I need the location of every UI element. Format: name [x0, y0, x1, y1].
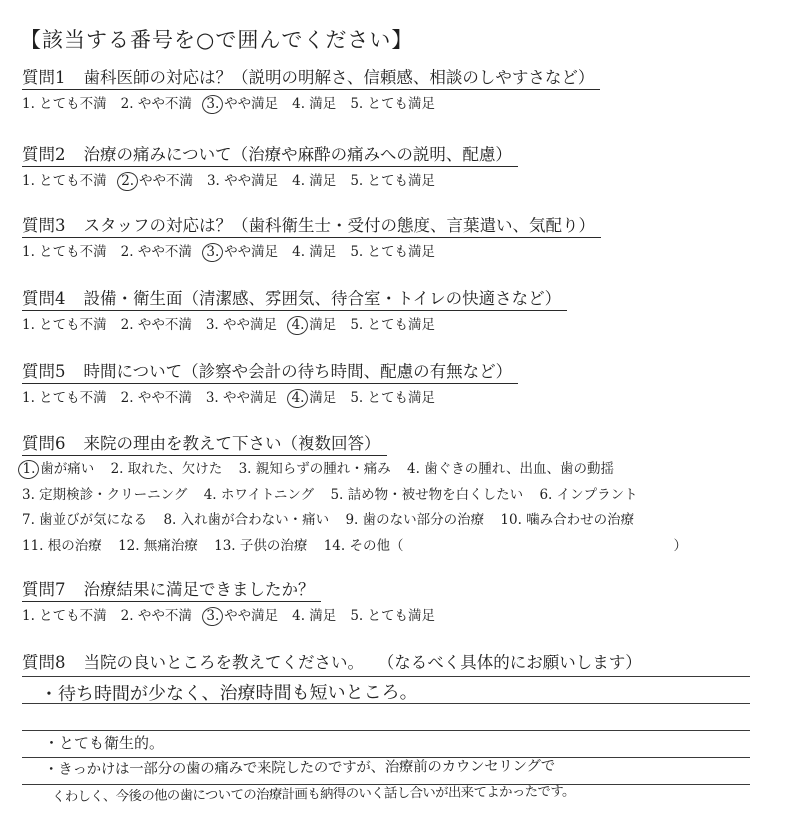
- rating-option-1[interactable]: 1. とても不満: [22, 317, 107, 333]
- rating-option-1[interactable]: 1. とても不満: [22, 390, 107, 406]
- question-8: [22, 652, 792, 674]
- question-heading: [22, 652, 792, 674]
- rating-option-4[interactable]: 4. 満足: [292, 96, 337, 112]
- rating-option-4[interactable]: [291, 386, 336, 410]
- rating-option-1[interactable]: 1. とても不満: [22, 244, 107, 260]
- question-text: 治療の痛みについて（治療や麻酔の痛みへの説明、配慮）: [83, 145, 512, 164]
- question-number: 質問2: [22, 145, 66, 164]
- question-note: （なるべく具体的にお願いします）: [386, 653, 642, 672]
- question-heading: [22, 579, 321, 602]
- other-option[interactable]: 14. その他（ ）: [323, 537, 687, 554]
- option-label: 満足: [305, 317, 337, 333]
- reason-option[interactable]: 1. 歯が痛い: [22, 457, 94, 483]
- reason-option[interactable]: 7. 歯並びが気になる: [22, 512, 148, 528]
- reason-option[interactable]: 13. 子供の治療: [214, 537, 308, 554]
- handwritten-answer: ・とても衛生的。: [44, 734, 165, 752]
- handwritten-answer: くわしく、今後の他の歯についての治療計画も納得のいく話し合いが出来てよかったです。: [51, 784, 575, 805]
- rating-option-3[interactable]: [206, 604, 278, 628]
- option-label: やや満足: [219, 96, 279, 112]
- question-text: スタッフの対応は？（歯科衛生士・受付の態度、言葉遣い、気配り）: [83, 216, 595, 235]
- rating-option-2[interactable]: 2. やや不満: [120, 390, 192, 406]
- rating-option-5[interactable]: 5. とても満足: [350, 390, 435, 406]
- option-label: やや満足: [219, 608, 279, 624]
- rating-option-3[interactable]: 3. やや満足: [206, 173, 279, 189]
- sheet-title: 【該当する番号を○で囲んでください】: [20, 28, 414, 52]
- reason-option[interactable]: 5. 詰め物・被せ物を白くしたい: [330, 486, 524, 503]
- circled-number: 3.: [206, 92, 220, 116]
- question-1: [22, 67, 600, 116]
- rating-option-2[interactable]: 2. やや不満: [120, 317, 192, 333]
- question-number: 質問5: [22, 362, 66, 381]
- question-heading: [22, 67, 600, 90]
- rating-option-4[interactable]: 4. 満足: [292, 173, 337, 189]
- handwritten-answer: ・待ち時間が少なく、治療時間も短いところ。: [39, 682, 418, 705]
- rating-option-4[interactable]: 4. 満足: [292, 608, 337, 624]
- answer-line: [22, 676, 750, 677]
- circled-number: 4.: [291, 313, 305, 337]
- reason-option[interactable]: 4. ホワイトニング: [203, 486, 315, 503]
- reason-options: [22, 457, 699, 559]
- reason-option[interactable]: 2. 取れた、欠けた: [110, 461, 223, 477]
- answer-options: [22, 169, 518, 193]
- reason-option[interactable]: 6. インプラント: [539, 486, 638, 503]
- question-number: 質問7: [22, 580, 66, 599]
- reason-option[interactable]: 3. 定期検診・クリーニング: [22, 486, 188, 503]
- circled-number: 3.: [206, 604, 220, 628]
- question-heading: [22, 361, 518, 384]
- rating-option-2[interactable]: [121, 169, 193, 193]
- rating-option-1[interactable]: 1. とても不満: [22, 608, 107, 624]
- question-text: 治療結果に満足できましたか？: [83, 580, 315, 599]
- circled-number: 2.: [121, 169, 135, 193]
- question-number: 質問6: [22, 434, 66, 453]
- rating-option-5[interactable]: 5. とても満足: [350, 608, 435, 624]
- option-label: やや満足: [219, 244, 279, 260]
- rating-option-5[interactable]: 5. とても満足: [350, 173, 435, 189]
- rating-option-4[interactable]: [291, 313, 336, 337]
- question-7: [22, 579, 449, 628]
- reason-option[interactable]: 9. 歯のない部分の治療: [345, 512, 485, 528]
- answer-options: [22, 92, 600, 116]
- reason-option[interactable]: 3. 親知らずの腫れ・痛み: [238, 461, 391, 477]
- rating-option-4[interactable]: 4. 満足: [292, 244, 337, 260]
- handwritten-answer: ・きっかけは一部分の歯の痛みで来院したのですが、治療前のカウンセリングで: [43, 758, 555, 778]
- answer-options: [22, 604, 449, 628]
- rating-option-3[interactable]: 3. やや満足: [205, 317, 278, 333]
- question-heading: [22, 215, 601, 238]
- answer-options: [22, 313, 567, 337]
- rating-option-1[interactable]: 1. とても不満: [22, 173, 107, 189]
- question-5: [22, 361, 518, 410]
- reason-option[interactable]: 8. 入れ歯が合わない・痛い: [163, 512, 330, 528]
- question-text: 来院の理由を教えて下さい（複数回答）: [83, 434, 381, 453]
- rating-option-2[interactable]: 2. やや不満: [120, 608, 192, 624]
- question-3: [22, 215, 601, 264]
- reason-row: [22, 483, 699, 509]
- circled-number: 3.: [206, 240, 220, 264]
- rating-option-3[interactable]: 3. やや満足: [205, 390, 278, 406]
- answer-line: [22, 730, 750, 731]
- question-number: 質問4: [22, 289, 66, 308]
- reason-row: [22, 534, 699, 560]
- rating-option-5[interactable]: 5. とても満足: [350, 317, 435, 333]
- rating-option-2[interactable]: 2. やや不満: [120, 244, 192, 260]
- option-label: 満足: [305, 390, 337, 406]
- question-2: [22, 144, 518, 193]
- reason-option[interactable]: 4. 歯ぐきの腫れ、出血、歯の動揺: [407, 461, 615, 477]
- rating-option-5[interactable]: 5. とても満足: [350, 96, 435, 112]
- question-text: 設備・衛生面（清潔感、雰囲気、待合室・トイレの快適さなど）: [83, 289, 562, 308]
- question-6: [22, 433, 699, 559]
- question-text: 時間について（診察や会計の待ち時間、配慮の有無など）: [83, 362, 513, 381]
- reason-option[interactable]: 12. 無痛治療: [118, 537, 198, 554]
- reason-row: [22, 508, 699, 534]
- question-heading: [22, 144, 518, 167]
- question-number: 質問3: [22, 216, 66, 235]
- rating-option-3[interactable]: [206, 240, 278, 264]
- option-label: やや不満: [134, 173, 193, 189]
- reason-row: [22, 457, 699, 483]
- rating-option-5[interactable]: 5. とても満足: [350, 244, 435, 260]
- answer-options: [22, 386, 518, 410]
- circled-number: 4.: [291, 386, 305, 410]
- question-number: 質問8: [22, 653, 66, 672]
- question-4: [22, 288, 567, 337]
- question-number: 質問1: [22, 68, 66, 87]
- question-heading: [22, 288, 567, 311]
- question-heading: [22, 433, 387, 456]
- question-text: 歯科医師の対応は？（説明の明解さ、信頼感、相談のしやすさなど）: [83, 68, 595, 87]
- reason-option[interactable]: 11. 根の治療: [22, 537, 102, 554]
- rating-option-1[interactable]: 1. とても不満: [22, 96, 107, 112]
- question-text: 当院の良いところを教えてください。: [83, 653, 364, 672]
- reason-option[interactable]: 10. 噛み合わせの治療: [500, 512, 635, 528]
- rating-option-2[interactable]: 2. やや不満: [120, 96, 192, 112]
- rating-option-3[interactable]: [206, 92, 278, 116]
- answer-options: [22, 240, 601, 264]
